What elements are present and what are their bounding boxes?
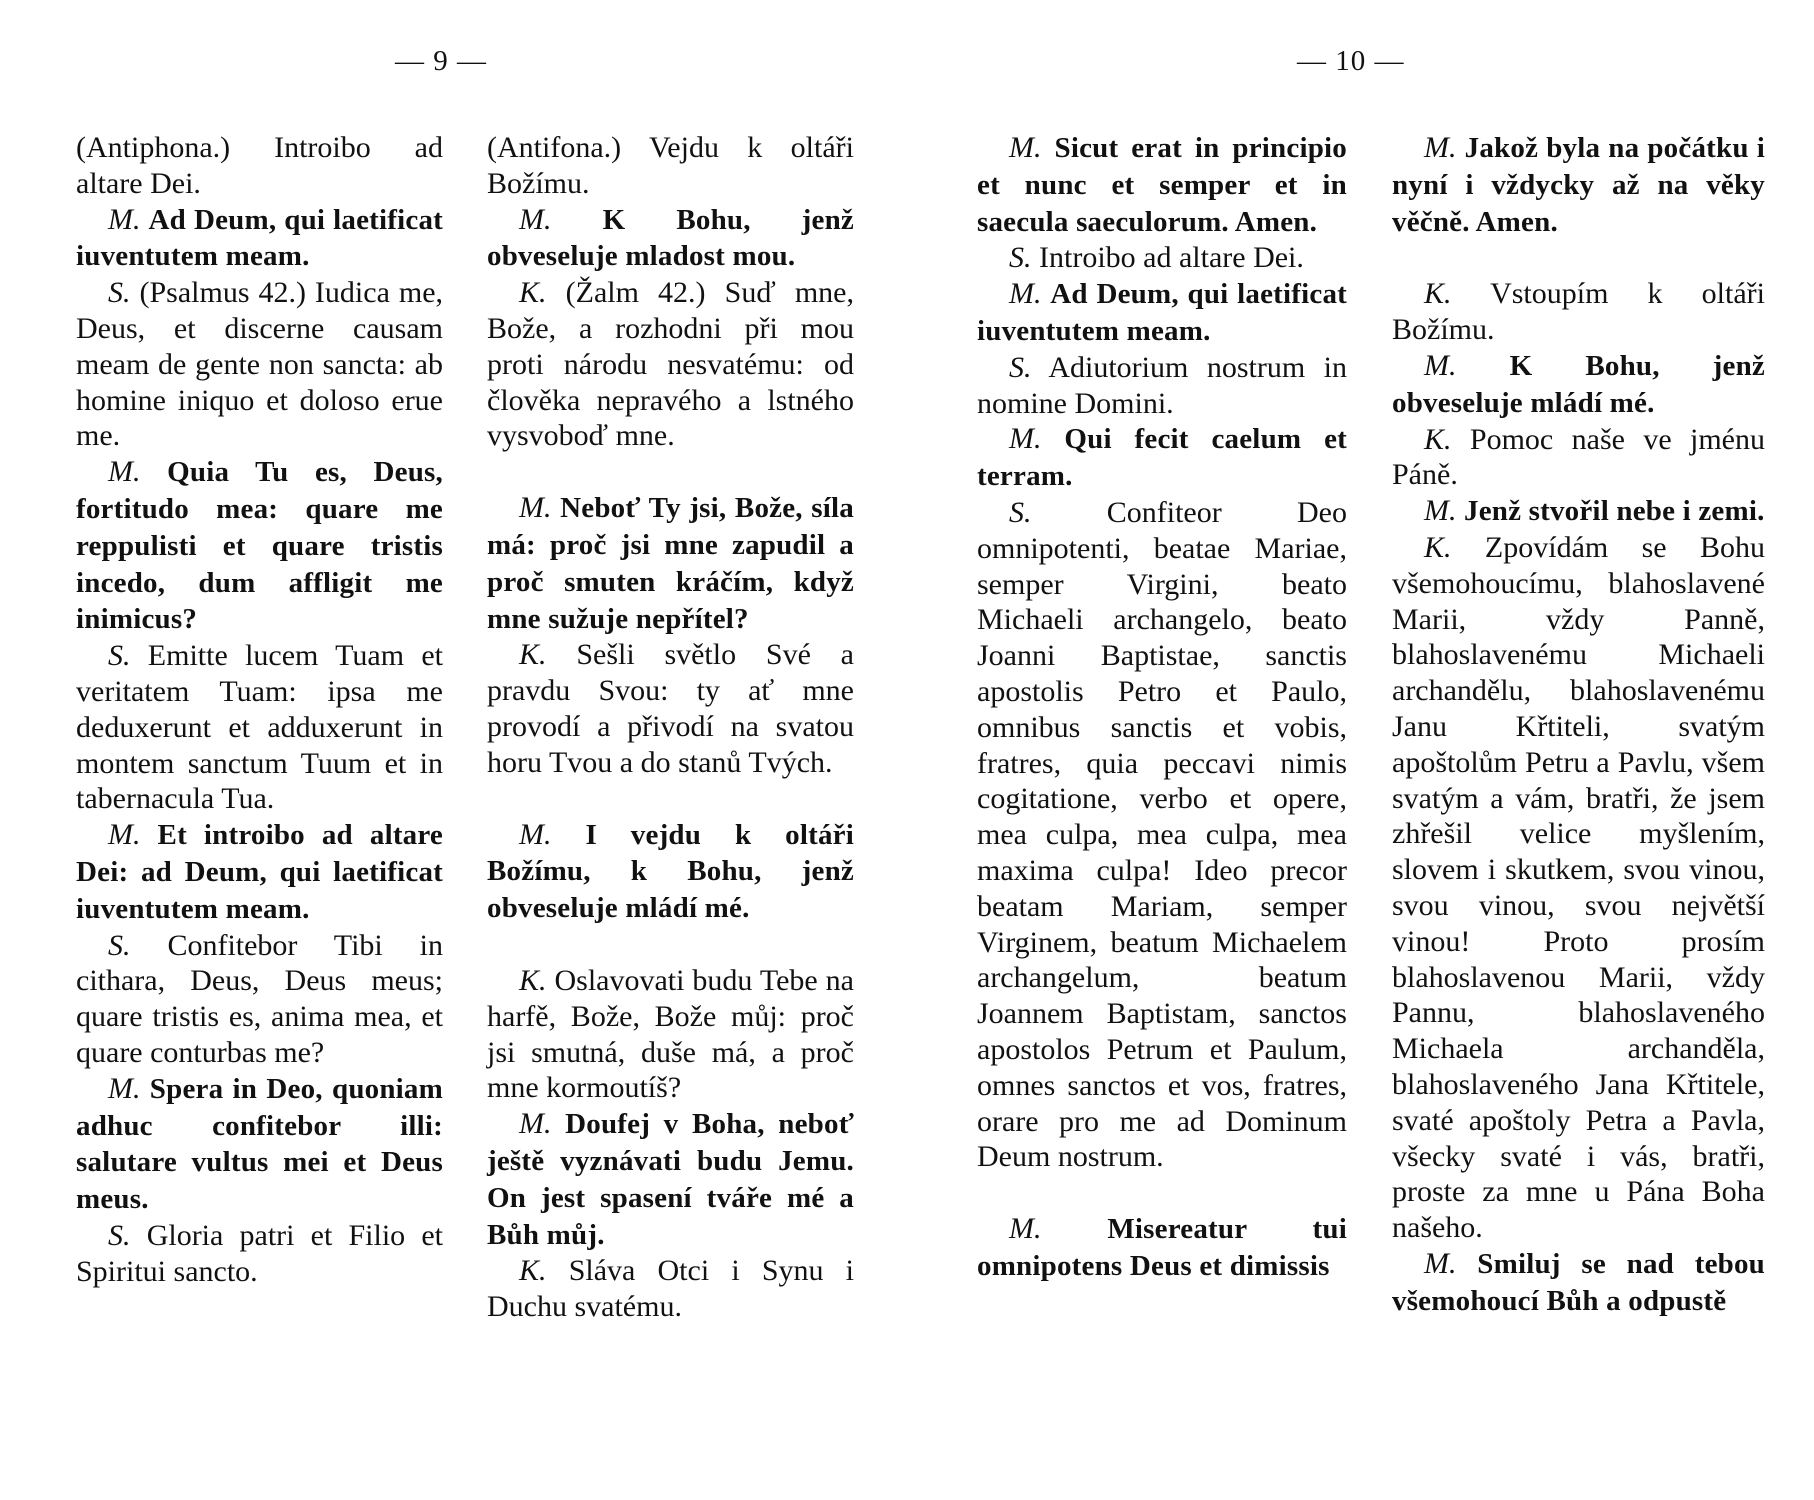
page-number: — 9 — [395,45,487,77]
paragraph-text: Qui fecit caelum et terram. [977,423,1347,493]
paragraph-text: Pomoc naše ve jménu Páně. [1392,422,1765,492]
speaker-label: M. [108,202,141,236]
paragraph [76,130,443,202]
paragraph-gap [487,927,854,963]
speaker-label: S. [1009,495,1032,529]
speaker-label: M. [108,1071,141,1105]
paragraph-text: Doufej v Boha, neboť ještě vyznávati budu Jemu. On jest spasení tváře mé a Bůh můj. [487,1108,855,1251]
paragraph [76,928,443,1071]
speaker-label: M. [519,1107,552,1141]
paragraph-text: Zpovídám se Bohu všemohoucímu, blahoslavené Marii, vždy Panně, blahoslavenému Michaeli archandělu, blahoslavenému Janu Křtiteli, svatým apoštolům Petru a Pavlu, všem svatým a vám, bratři, že jsem zhřešil velice myšlením, slovem i skutkem, svou vinou, svou vinou, svou největší vinou! Proto prosím blahoslavenou Marii, vždy Pannu, blahoslaveného Michaela archanděla, blahoslaveného Jana Křtitele, svaté apoštoly Petra a Pavla, všecky svaté i vás, bratři, proste za mne u Pána Boha našeho. [1392,530,1765,1245]
paragraph [487,490,854,637]
paragraph [1392,493,1765,530]
paragraph-gap [487,781,854,817]
paragraph [76,817,443,927]
paragraph-text: Sešli světlo Své a pravdu Svou: ty ať mne provodí a přivodí na svatou horu Tvou a do stanů Tvých. [487,638,854,779]
paragraph [76,202,443,276]
paragraph-text: Jakož byla na počátku i nyní i vždycky až na věky věčně. Amen. [1392,132,1765,238]
speaker-label: M. [1009,1212,1042,1246]
paragraph [1392,530,1765,1246]
paragraph [487,1253,854,1325]
paragraph-text: Introibo ad altare Dei. [1039,241,1304,275]
speaker-label: M. [519,817,552,851]
speaker-label: S. [108,1218,131,1252]
speaker-label: M. [108,818,141,852]
latin-column [76,130,443,1290]
paragraph-text: Oslavovati budu Tebe na harfě, Bože, Bože můj: proč jsi smutná, duše má, a proč mne kormoutíš? [487,963,854,1105]
paragraph-text: Sláva Otci i Synu i Duchu svatému. [487,1254,855,1324]
paragraph [977,276,1347,350]
paragraph-text: Neboť Ty jsi, Bože, síla má: proč jsi mne zapudil a proč smuten kráčím, když mne sužuje nepřítel? [487,492,855,635]
paragraph [487,202,854,276]
speaker-label: S. [108,928,131,962]
paragraph [977,1211,1347,1285]
speaker-label: S. [1009,350,1032,384]
paragraph-text: Adiutorium nostrum in nomine Domini. [977,350,1347,420]
paragraph-text: (Antifona.) Vejdu k oltáři Božímu. [487,131,854,200]
paragraph-gap [1392,240,1765,276]
paragraph [76,275,443,454]
speaker-label: M. [519,491,552,525]
speaker-label: M. [1424,494,1457,528]
paragraph-text: Ad Deum, qui laetificat iuventutem meam. [977,278,1347,347]
paragraph-text: Sicut erat in principio et nunc et semper et in saecula saeculorum. Amen. [977,132,1347,238]
paragraph-text: Emitte lucem Tuam et veritatem Tuam: ipsa me deduxerunt et adduxerunt in montem sanctum Tuum et in tabernacula Tua. [76,639,443,816]
speaker-label: M. [108,455,141,489]
speaker-label: M. [1424,348,1457,382]
paragraph-text: (Antiphona.) Introibo ad altare Dei. [76,131,443,200]
paragraph [977,495,1347,1175]
paragraph [977,350,1347,422]
paragraph [977,130,1347,240]
paragraph [977,240,1347,276]
right-page [907,0,1814,1500]
paragraph-text: I vejdu k oltáři Božímu, k Bohu, jenž obveseluje mládí mé. [487,818,855,925]
speaker-label: M. [1424,131,1457,164]
paragraph [1392,422,1765,494]
paragraph-text: Jenž stvořil nebe i zemi. [1464,495,1765,528]
czech-column [487,130,854,1325]
speaker-label: K. [519,276,547,310]
speaker-label: M. [1009,277,1042,311]
paragraph-gap [487,454,854,490]
paragraph [1392,130,1765,240]
paragraph [76,638,443,817]
paragraph-text: K Bohu, jenž obveseluje mladost mou. [487,203,855,273]
paragraph-text: Smiluj se nad tebou všemohoucí Bůh a odpustě [1392,1247,1765,1317]
paragraph-text: Spera in Deo, quoniam adhuc confitebor illi: salutare vultus mei et Deus meus. [76,1072,443,1216]
paragraph-text: Confitebor Tibi in cithara, Deus, Deus meus; quare tristis es, anima mea, et quare conturbas me? [76,928,444,1069]
paragraph [76,1071,443,1218]
paragraph-text: Confiteor Deo omnipotenti, beatae Mariae, semper Virgini, beato Michaeli archangelo, beato Joanni Baptistae, sanctis apostolis Petro et Paulo, omnibus sanctis et vobis, fratres, quia peccavi nimis cogitatione, verbo et opere, mea culpa, mea culpa, mea maxima culpa! Ideo precor beatam Mariam, semper Virginem, beatum Michaelem archangelum, beatum Joannem Baptistam, sanctos apostolos Petrum et Paulum, omnes sanctos et vos, fratres, orare pro me ad Dominum Deum nostrum. [977,495,1347,1174]
paragraph-text: Ad Deum, qui laetificat iuventutem meam. [76,203,443,273]
paragraph [487,963,854,1106]
paragraph [1392,348,1765,422]
paragraph-text: Et introibo ad altare Dei: ad Deum, qui laetificat iuventutem meam. [76,819,444,925]
paragraph-text: Gloria patri et Filio et Spiritui sancto. [76,1218,444,1288]
paragraph-text: (Psalmus 42.) Iudica me, Deus, et discerne causam meam de gente non sancta: ab homine iniquo et doloso erue me. [76,276,444,453]
speaker-label: K. [519,638,547,672]
speaker-label: K. [519,963,547,997]
speaker-label: M. [1009,131,1042,164]
speaker-label: S. [108,276,131,310]
speaker-label: S. [108,639,131,673]
paragraph-text: (Žalm 42.) Suď mne, Bože, a rozhodni při mou proti národu nesvatému: od člověka nepravého a lstného vysvoboď mne. [487,276,855,453]
czech-column [1392,130,1765,1320]
speaker-label: K. [1424,530,1452,564]
speaker-label: K. [1424,277,1452,311]
speaker-label: K. [519,1254,547,1288]
paragraph [487,130,854,202]
paragraph-text: Misereatur tui omnipotens Deus et dimissis [977,1213,1347,1282]
paragraph [76,1218,443,1290]
paragraph-text: Quia Tu es, Deus, fortitudo mea: quare me reppulisti et quare tristis incedo, dum affligit me inimicus? [76,456,443,636]
speaker-label: M. [1009,422,1042,456]
paragraph-text: Vstoupím k oltáři Božímu. [1392,277,1765,347]
speaker-label: K. [1424,422,1452,456]
paragraph [487,637,854,780]
paragraph [487,1106,854,1253]
paragraph [76,454,443,638]
paragraph [1392,276,1765,348]
paragraph-gap [977,1175,1347,1211]
latin-column [977,130,1347,1285]
speaker-label: S. [1009,241,1032,275]
speaker-label: M. [1424,1246,1457,1280]
paragraph [977,421,1347,495]
paragraph [1392,1246,1765,1320]
paragraph [487,275,854,454]
paragraph [487,817,854,927]
speaker-label: M. [519,202,552,236]
page-number: — 10 — [1297,45,1405,77]
paragraph-text: K Bohu, jenž obveseluje mládí mé. [1392,349,1766,419]
